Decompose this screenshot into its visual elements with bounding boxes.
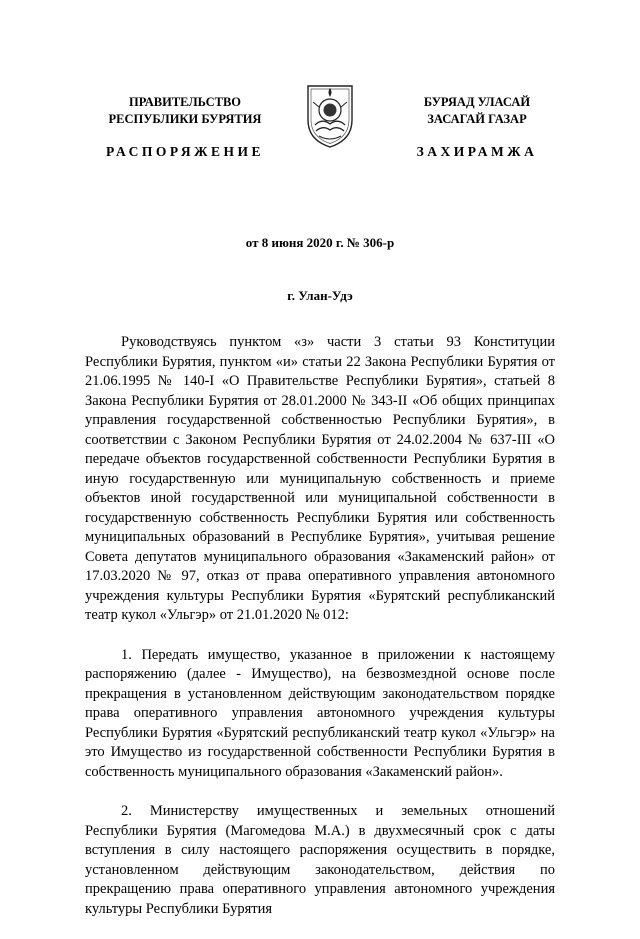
document-type-russian: РАСПОРЯЖЕНИЕ [105,144,265,159]
government-name-russian [70,94,300,128]
clause-2-paragraph: 2. Министерству имущественных и земельных отношений Республики Бурятия (Магомедова М.А.) в двухмесячный срок с даты вступления в силу настоящего распоряжения осуществить в порядке, установленном действующим законодательством, действия по прекращению права оперативного управления автономного учреждения культуры Республики Бурятия [85,803,555,917]
header-left-line-1: ПРАВИТЕЛЬСТВО [128,95,242,109]
clause-1-paragraph: 1. Передать имущество, указанное в приложении к настоящему распоряжению (далее - Имущество), на безвозмездной основе после прекращения в установленном действующим законодательством порядке права оперативного управления автономного учреждения культуры Республики Бурятия «Бурятский республиканский театр кукол «Ульгэр» на это Имущество из государственной собственности Республики Бурятия в собственность муниципального образования «Закаменский район». [85,646,555,780]
coat-of-arms-icon [302,80,358,150]
document-city: г. Улан-Удэ [287,288,353,303]
document-type-buryat: ЗАХИРАМЖА [416,144,538,159]
document-date-number: от 8 июня 2020 г. № 306-р [245,235,395,250]
header-right-line-1: БУРЯАД УЛАСАЙ [423,95,531,109]
government-name-buryat [372,94,582,128]
header-right-line-2: ЗАСАГАЙ ГАЗАР [427,112,527,126]
document-body [85,333,555,939]
header-left-line-2: РЕСПУБЛИКИ БУРЯТИЯ [108,112,262,126]
preamble-paragraph: Руководствуясь пунктом «з» части 3 статьи 93 Конституции Республики Бурятия, пунктом «и» статьи 22 Закона Республики Бурятия от 21.06.1995 № 140-I «О Правительстве Республики Бурятия», статьей 8 Закона Республики Бурятия от 28.01.2000 № 343-II «Об общих принципах управления государственной собственностью Республики Бурятия», в соответствии с Законом Республики Бурятия от 24.02.2004 № 637-III «О передаче объектов государственной собственности Республики Бурятия в иную государственную или муниципальную собственность и приеме объектов иной государственной или муниципальной собственности в государственную собственность Республики Бурятия или собственность муниципальных образований в Республике Бурятия», учитывая решение Совета депутатов муниципального образования «Закаменский район» от 17.03.2020 № 97, отказ от права оперативного управления автономного учреждения культуры Республики Бурятия «Бурятский республиканский театр кукол «Ульгэр» от 21.01.2020 № 012: [85,334,555,623]
